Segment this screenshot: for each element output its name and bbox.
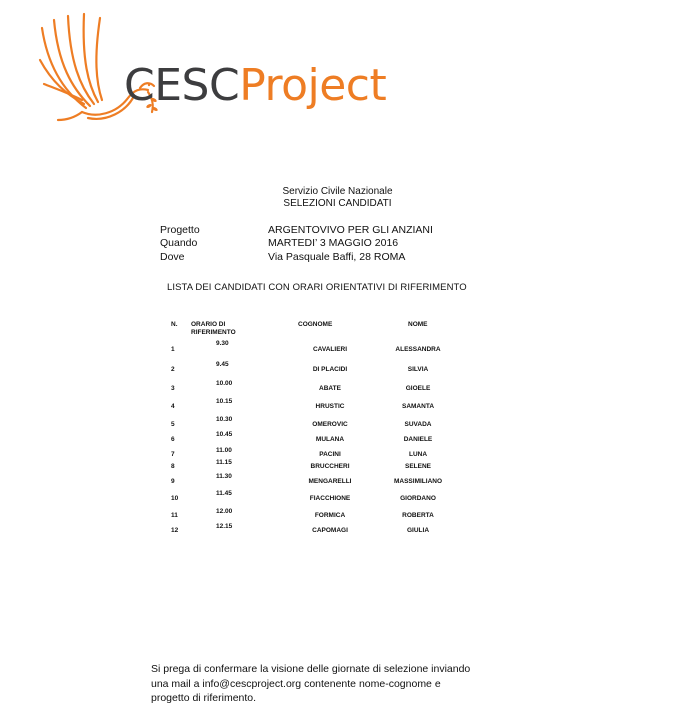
cognome-cell: CAVALIERI — [312, 346, 348, 353]
cesc-project-logo — [36, 8, 416, 123]
progetto-label: Progetto — [160, 224, 200, 236]
cognome-cell: OMEROVIC — [312, 421, 348, 428]
time-cell: 11.00 — [216, 447, 232, 454]
logo-text-cesc: CESC — [124, 60, 240, 111]
time-cell: 10.45 — [216, 431, 233, 438]
cognome-cell: HRUSTIC — [315, 403, 345, 410]
logo-wordmark — [124, 60, 387, 111]
header-orario-line1: ORARIO DI — [191, 321, 226, 328]
time-cell: 11.30 — [216, 473, 232, 480]
cognome-cell: MENGARELLI — [308, 478, 352, 485]
time-cell: 11.15 — [216, 459, 232, 466]
time-cell: 10.15 — [216, 398, 233, 405]
nome-cell: DANIELE — [403, 436, 433, 443]
cognome-cell: FORMICA — [314, 512, 346, 519]
cognome-cell: CAPOMAGI — [312, 527, 348, 534]
number-cell: 1 — [171, 346, 175, 353]
nome-cell: SUVADA — [404, 421, 432, 428]
quando-label: Quando — [160, 237, 198, 249]
header-n: N. — [171, 321, 178, 328]
footer-line-2: una mail a info@cescproject.org contenente nome-cognome e — [151, 677, 441, 690]
number-cell: 7 — [171, 451, 175, 458]
footer-line-3: progetto di riferimento. — [151, 692, 257, 704]
footer-note — [151, 662, 531, 706]
cognome-cell: MULANA — [315, 436, 345, 443]
nome-cell: ALESSANDRA — [395, 346, 441, 353]
number-cell: 9 — [171, 478, 175, 485]
number-cell: 10 — [171, 495, 179, 502]
header-nome: NOME — [408, 321, 428, 328]
heading-servizio-civile: Servizio Civile Nazionale — [282, 186, 393, 197]
number-cell: 8 — [171, 463, 175, 470]
logo-text-project: Project — [239, 60, 387, 111]
time-cell: 9.30 — [216, 340, 229, 347]
list-title: LISTA DEI CANDIDATI CON ORARI ORIENTATIVI DI RIFERIMENTO — [167, 282, 467, 293]
nome-cell: ROBERTA — [402, 512, 434, 519]
dove-label: Dove — [160, 251, 185, 263]
number-cell: 5 — [171, 421, 175, 428]
heading-selezioni: SELEZIONI CANDIDATI — [283, 198, 392, 209]
time-cell: 11.45 — [216, 490, 232, 497]
cognome-cell: ABATE — [319, 385, 341, 392]
number-cell: 3 — [171, 385, 175, 392]
cognome-cell: DI PLACIDI — [312, 366, 348, 373]
time-cell: 10.30 — [216, 416, 233, 423]
time-cell: 12.15 — [216, 523, 233, 530]
header-cognome: COGNOME — [298, 321, 333, 328]
nome-cell: GIOELE — [405, 385, 431, 392]
nome-cell: GIULIA — [406, 527, 430, 534]
number-cell: 12 — [171, 527, 179, 534]
nome-cell: SAMANTA — [401, 403, 435, 410]
nome-cell: LUNA — [408, 451, 428, 458]
nome-cell: GIORDANO — [400, 495, 436, 502]
number-cell: 6 — [171, 436, 175, 443]
cognome-cell: BRUCCHERI — [310, 463, 350, 470]
nome-cell: SELENE — [404, 463, 432, 470]
number-cell: 4 — [171, 403, 175, 410]
time-cell: 12.00 — [216, 508, 233, 515]
number-cell: 11 — [171, 512, 178, 519]
number-cell: 2 — [171, 366, 175, 373]
header-orario-line2: RIFERIMENTO — [191, 329, 236, 336]
time-cell: 9.45 — [216, 361, 229, 368]
nome-cell: SILVIA — [407, 366, 429, 373]
quando-value: MARTEDI’ 3 MAGGIO 2016 — [268, 237, 399, 249]
progetto-value: ARGENTOVIVO PER GLI ANZIANI — [268, 224, 433, 236]
header-orario — [191, 321, 236, 337]
dove-value: Via Pasquale Baffi, 28 ROMA — [268, 251, 406, 263]
cognome-cell: FIACCHIONE — [309, 495, 351, 502]
time-cell: 10.00 — [216, 380, 233, 387]
cognome-cell: PACINI — [319, 451, 341, 458]
nome-cell: MASSIMILIANO — [393, 478, 443, 485]
footer-line-1: Si prega di confermare la visione delle giornate di selezione inviando — [151, 663, 471, 675]
